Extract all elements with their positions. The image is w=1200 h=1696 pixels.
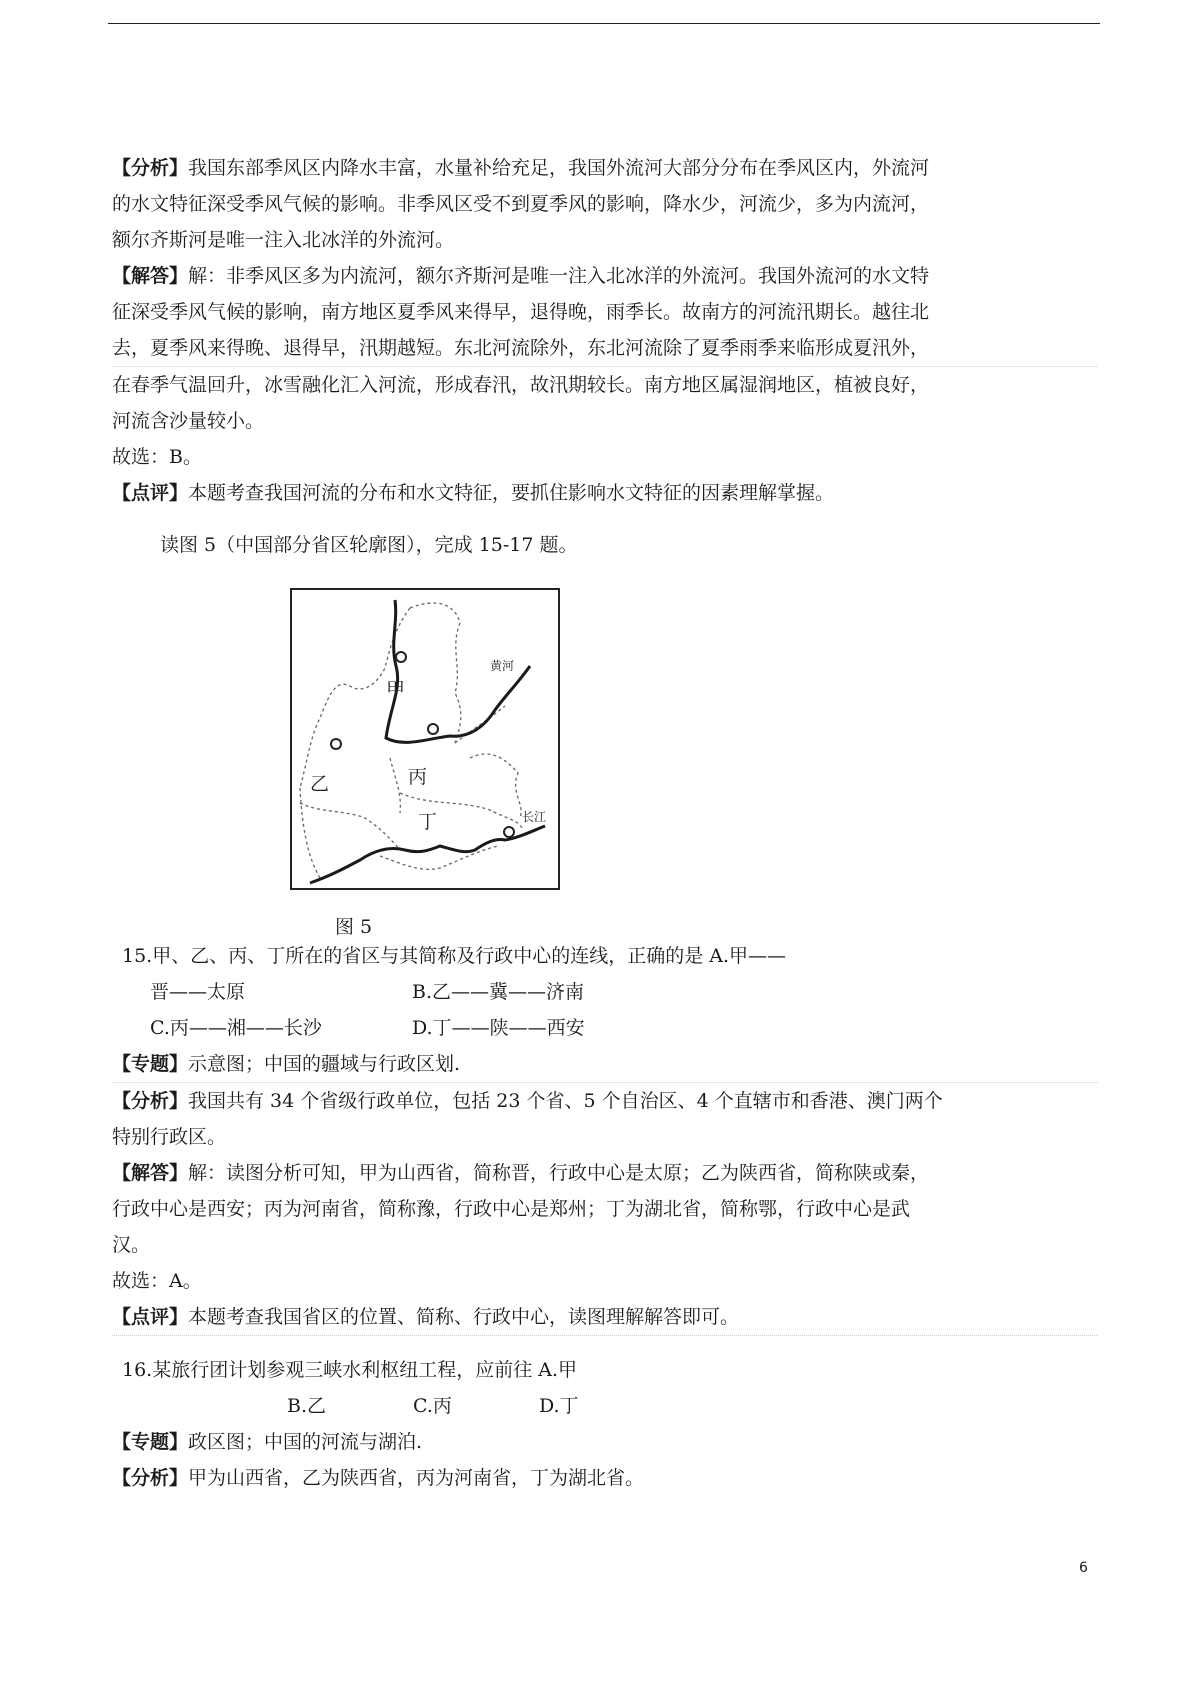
q16-option-d: D.丁 bbox=[539, 1395, 579, 1417]
analysis-tag: 【分析】 bbox=[112, 1467, 189, 1489]
topic-tag: 【专题】 bbox=[112, 1431, 189, 1453]
map-label-yi: 乙 bbox=[310, 773, 330, 795]
analysis-line: 额尔齐斯河是唯一注入北冰洋的外流河。 bbox=[112, 229, 455, 251]
choice-line: 故选：A。 bbox=[112, 1270, 202, 1292]
topic-line: 【专题】政区图；中国的河流与湖泊. bbox=[112, 1431, 423, 1453]
answer-line: 汉。 bbox=[112, 1234, 151, 1256]
city-marker-yi bbox=[331, 739, 341, 749]
topic-line: 【专题】示意图；中国的疆域与行政区划. bbox=[112, 1046, 1097, 1083]
answer-line: 去，夏季风来得晚、退得早，汛期越短。东北河流除外，东北河流除了夏季雨季来临形成夏汛外， bbox=[112, 330, 1097, 367]
q16-option-b: B.乙 bbox=[287, 1395, 327, 1417]
choice-line: 故选：B。 bbox=[112, 446, 202, 468]
city-marker-jia bbox=[396, 652, 406, 662]
comment-line: 【点评】本题考查我国河流的分布和水文特征，要抓住影响水文特征的因素理解掌握。 bbox=[112, 482, 835, 504]
question-intro: 读图 5（中国部分省区轮廓图），完成 15-17 题。 bbox=[160, 534, 578, 556]
answer-tag: 【解答】 bbox=[112, 265, 189, 287]
q15-option-b: B.乙——冀——济南 bbox=[412, 981, 585, 1003]
answer-line: 征深受季风气候的影响，南方地区夏季风来得早，退得晚，雨季长。故南方的河流汛期长。越往北 bbox=[112, 301, 930, 323]
q16-option-c: C.丙 bbox=[413, 1395, 452, 1417]
answer-line: 河流含沙量较小。 bbox=[112, 410, 265, 432]
analysis-line: 特别行政区。 bbox=[112, 1126, 227, 1148]
map-svg bbox=[290, 588, 560, 890]
city-marker-ding bbox=[504, 827, 514, 837]
q15-stem: 15.甲、乙、丙、丁所在的省区与其简称及行政中心的连线，正确的是 A.甲—— bbox=[122, 945, 787, 967]
page-number: 6 bbox=[1079, 1560, 1088, 1576]
answer-line: 在春季气温回升，冰雪融化汇入河流，形成春汛，故汛期较长。南方地区属湿润地区，植被良好， bbox=[112, 374, 930, 396]
comment-tag: 【点评】 bbox=[112, 1306, 189, 1328]
answer-line: 行政中心是西安；丙为河南省，简称豫，行政中心是郑州；丁为湖北省，简称鄂，行政中心是武 bbox=[112, 1198, 911, 1220]
questions-block bbox=[112, 938, 1097, 1496]
q16-options bbox=[112, 1388, 1097, 1424]
answer-tag: 【解答】 bbox=[112, 1162, 189, 1184]
map-label-ding: 丁 bbox=[418, 811, 438, 833]
analysis-line: 的水文特征深受季风气候的影响。非季风区受不到夏季风的影响，降水少，河流少，多为内流河， bbox=[112, 193, 930, 215]
analysis-line: 【分析】我国东部季风区内降水丰富，水量补给充足，我国外流河大部分分布在季风区内，外流河 bbox=[112, 157, 930, 179]
q15-option-c: C.丙——湘——长沙 bbox=[150, 1017, 322, 1039]
river-label-huanghe: 黄河 bbox=[490, 659, 515, 673]
answer-line: 【解答】解：非季风区多为内流河，额尔齐斯河是唯一注入北冰洋的外流河。我国外流河的水文特 bbox=[112, 265, 930, 287]
province-outline-map bbox=[290, 588, 560, 890]
comment-tag: 【点评】 bbox=[112, 482, 189, 504]
analysis-line: 【分析】我国共有 34 个省级行政单位，包括 23 个省、5 个自治区、4 个直辖市和香港、澳门两个 bbox=[112, 1090, 943, 1112]
topic-tag: 【专题】 bbox=[112, 1053, 189, 1075]
q15-option-d: D.丁——陕——西安 bbox=[412, 1017, 585, 1039]
block-14-solution bbox=[112, 150, 1097, 563]
figure-caption: 图 5 bbox=[335, 916, 373, 938]
answer-line: 【解答】解：读图分析可知，甲为山西省，简称晋，行政中心是太原；乙为陕西省，简称陕或秦， bbox=[112, 1162, 930, 1184]
header-rule bbox=[108, 23, 1100, 24]
city-marker-bing bbox=[428, 724, 438, 734]
q16-stem: 16.某旅行团计划参观三峡水利枢纽工程，应前往 A.甲 bbox=[122, 1359, 578, 1381]
analysis-tag: 【分析】 bbox=[112, 1090, 189, 1112]
q15-options-row2 bbox=[112, 1010, 1097, 1046]
map-label-bing: 丙 bbox=[408, 766, 428, 788]
comment-line: 【点评】本题考查我国省区的位置、简称、行政中心，读图理解解答即可。 bbox=[112, 1299, 1097, 1336]
river-label-changjiang: 长江 bbox=[522, 810, 547, 824]
map-label-jia: 甲 bbox=[386, 679, 406, 701]
analysis-tag: 【分析】 bbox=[112, 157, 189, 179]
q15-option-a-cont: 晋——太原 bbox=[150, 981, 246, 1003]
analysis-line: 【分析】甲为山西省，乙为陕西省，丙为河南省，丁为湖北省。 bbox=[112, 1467, 645, 1489]
q15-options-row1 bbox=[112, 974, 1097, 1010]
